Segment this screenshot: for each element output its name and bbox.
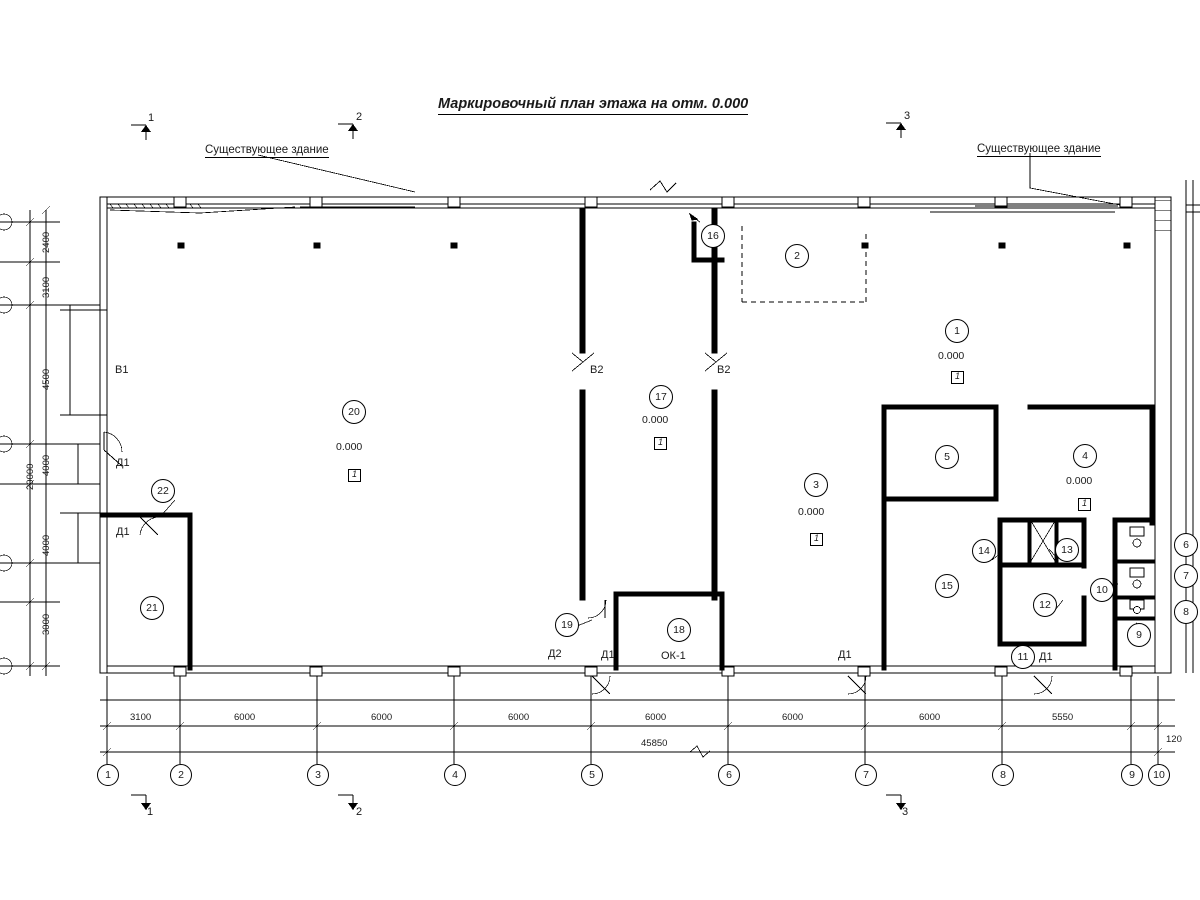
- grid-bubble: 2: [170, 764, 192, 786]
- section-key-3-top: 3: [904, 110, 911, 122]
- room-number: 22: [151, 479, 175, 503]
- dimension-total: 45850: [641, 738, 668, 749]
- room-number: 12: [1033, 593, 1057, 617]
- finish-flag: 1: [654, 437, 667, 450]
- room-number: 13: [1055, 538, 1079, 562]
- section-key-3-bottom: 3: [902, 806, 909, 818]
- dimension-text: 6000: [645, 712, 667, 723]
- elevation-value: 0.000: [336, 441, 363, 453]
- room-number: 21: [140, 596, 164, 620]
- opening-tag-d1-e: Д1: [1039, 651, 1053, 663]
- opening-tag-v2-right: В2: [717, 364, 731, 376]
- dimension-total: 20000: [25, 463, 36, 490]
- opening-tag-v2-mid: В2: [590, 364, 604, 376]
- room-number: 18: [667, 618, 691, 642]
- room-number: 15: [935, 574, 959, 598]
- grid-bubble: 3: [307, 764, 329, 786]
- room-number: 6: [1174, 533, 1198, 557]
- dimension-text: 4000: [41, 454, 52, 476]
- room-number: 2: [785, 244, 809, 268]
- dimension-text: 3100: [130, 712, 152, 723]
- dimension-text: 6000: [371, 712, 393, 723]
- dimension-text: 6000: [508, 712, 530, 723]
- opening-tag-d1-a: Д1: [116, 457, 130, 469]
- dimension-text: 3100: [41, 276, 52, 298]
- section-key-1-top: 1: [148, 112, 155, 124]
- section-key-2-top: 2: [356, 111, 363, 123]
- finish-flag: 1: [810, 533, 823, 546]
- dimension-text: 4500: [41, 368, 52, 390]
- opening-tag-d1-c: Д1: [601, 649, 615, 661]
- dimension-text: 6000: [782, 712, 804, 723]
- opening-tag-v1-left: В1: [115, 364, 129, 376]
- dimension-text: 120: [1166, 734, 1182, 745]
- dimension-text: 4000: [41, 534, 52, 556]
- room-number: 20: [342, 400, 366, 424]
- room-number: 11: [1011, 645, 1035, 669]
- finish-flag: 1: [1078, 498, 1091, 511]
- finish-flag: 1: [348, 469, 361, 482]
- room-number: 19: [555, 613, 579, 637]
- room-number: 7: [1174, 564, 1198, 588]
- section-key-1-bottom: 1: [147, 806, 154, 818]
- elevation-value: 0.000: [1066, 475, 1093, 487]
- opening-tag-d2: Д2: [548, 648, 562, 660]
- room-number: 3: [804, 473, 828, 497]
- room-number: 8: [1174, 600, 1198, 624]
- dimension-text: 2400: [41, 231, 52, 253]
- section-key-2-bottom: 2: [356, 806, 363, 818]
- dimension-text: 3000: [41, 613, 52, 635]
- room-number: 17: [649, 385, 673, 409]
- room-number: 5: [935, 445, 959, 469]
- room-number: 1: [945, 319, 969, 343]
- grid-bubble: 8: [992, 764, 1014, 786]
- finish-flag: 1: [951, 371, 964, 384]
- note-existing-building-right: Существующее здание: [977, 143, 1101, 155]
- drawing-title: Маркировочный план этажа на отм. 0.000: [438, 96, 748, 115]
- room-number: 10: [1090, 578, 1114, 602]
- room-number: 14: [972, 539, 996, 563]
- grid-bubble: 9: [1121, 764, 1143, 786]
- grid-bubble: 6: [718, 764, 740, 786]
- room-number: 4: [1073, 444, 1097, 468]
- opening-tag-ok1: ОК-1: [661, 650, 686, 662]
- grid-bubble: 5: [581, 764, 603, 786]
- dimension-text: 5550: [1052, 712, 1074, 723]
- grid-bubble: 7: [855, 764, 877, 786]
- dimension-text: 6000: [919, 712, 941, 723]
- grid-bubble: 1: [97, 764, 119, 786]
- note-existing-building-left: Существующее здание: [205, 144, 329, 156]
- grid-bubble: 10: [1148, 764, 1170, 786]
- room-number: 16: [701, 224, 725, 248]
- elevation-value: 0.000: [938, 350, 965, 362]
- room-number: 9: [1127, 623, 1151, 647]
- grid-bubble: 4: [444, 764, 466, 786]
- opening-tag-d1-b: Д1: [116, 526, 130, 538]
- opening-tag-d1-d: Д1: [838, 649, 852, 661]
- elevation-value: 0.000: [798, 506, 825, 518]
- elevation-value: 0.000: [642, 414, 669, 426]
- dimension-text: 6000: [234, 712, 256, 723]
